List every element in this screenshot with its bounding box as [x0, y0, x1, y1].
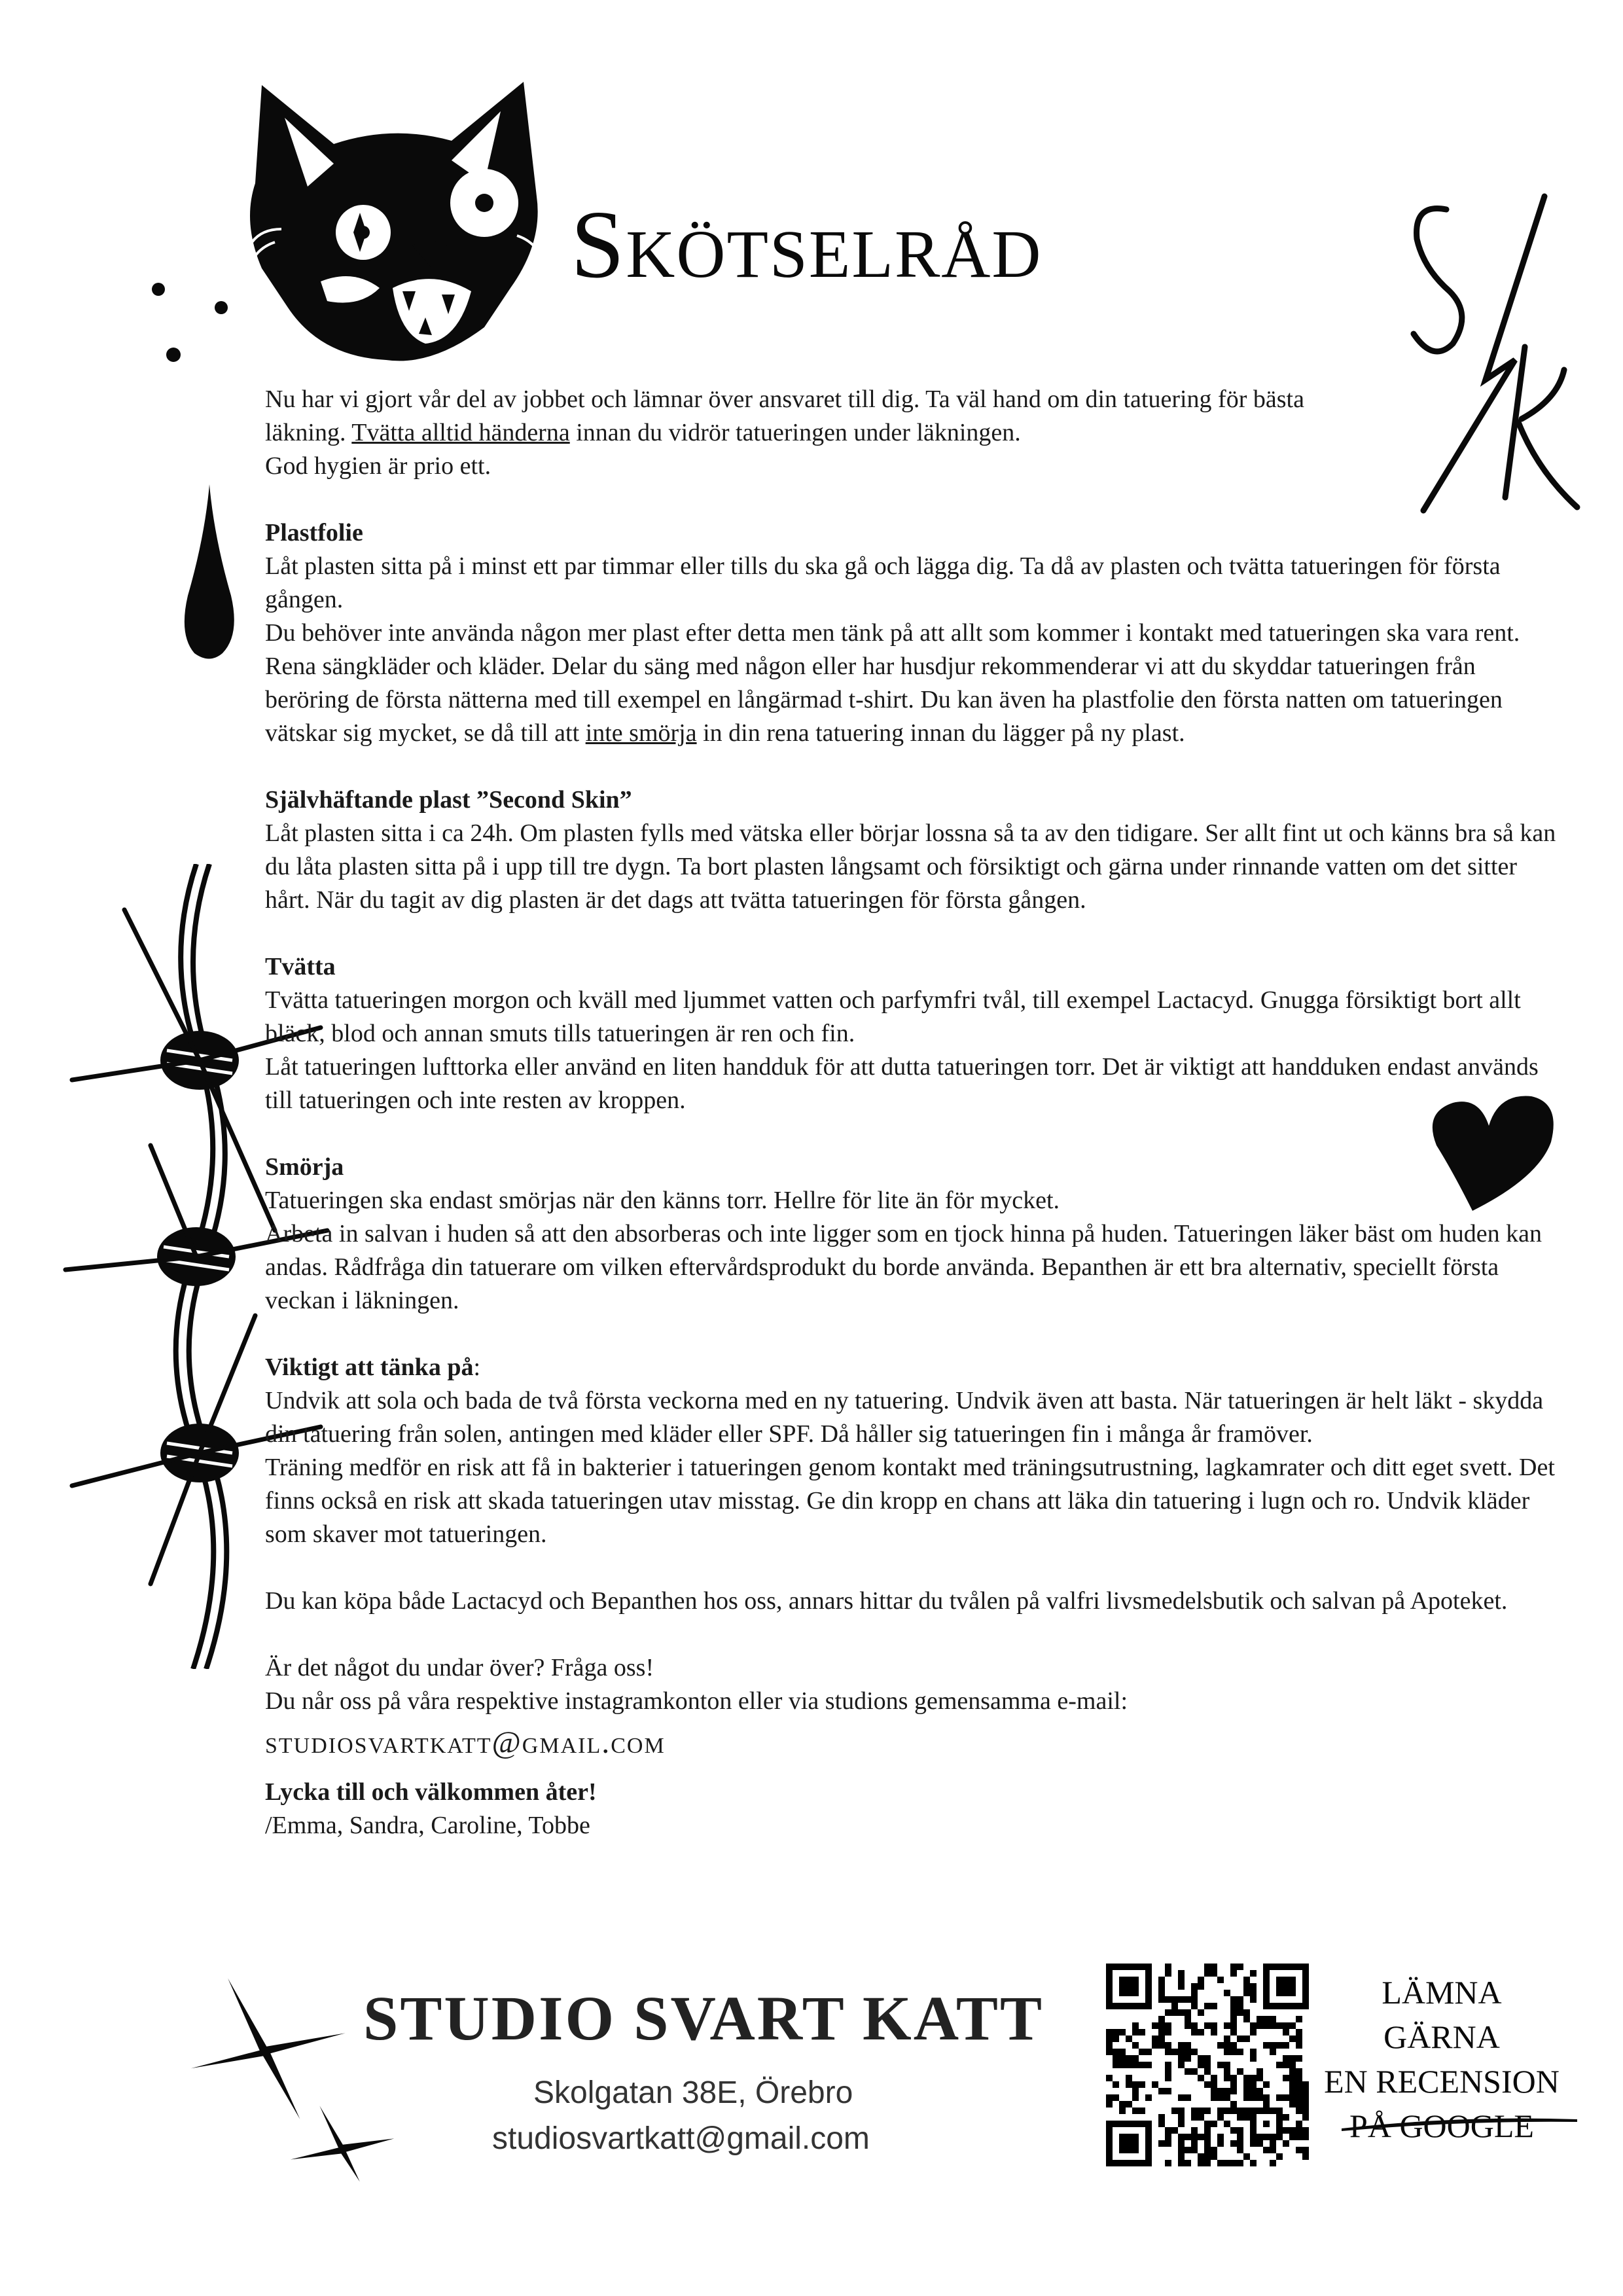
tvatta-paragraph-1: Tvätta tatueringen morgon och kväll med ljummet vatten och parfymfri tvål, till exempel Lactacyd. Gnugga försiktigt bort allt bläck, blod och annan smuts tills tatueringen är ren och fin. — [265, 986, 1521, 1047]
intro-line-3: God hygien är prio ett. — [265, 452, 491, 480]
section-heading-smorja: Smörja — [265, 1153, 344, 1181]
cat-head-icon — [236, 72, 550, 373]
qr-code[interactable] — [1106, 1964, 1309, 2166]
review-line-2: EN RECENSION — [1324, 2063, 1560, 2100]
questions-line-1: Är det något du undar över? Fråga oss! — [265, 1654, 654, 1681]
plastfolie-paragraph-2: Du behöver inte använda någon mer plast efter detta men tänk på att allt som kommer i kontakt med tatueringen ska vara rent. Rena sängkläder och kläder. Delar du säng med någon eller har husdjur rekommenderar vi att du skyddar tatueringen från beröring de första nätterna med till exempel en långärmad t-shirt. Du kan även ha plastfolie den första natten om tatueringen vätskar sig mycket, se då till att inte smörja in din rena tatuering innan du lägger på ny plast. — [265, 619, 1520, 747]
no-lotion-emphasis: inte smörja — [585, 719, 697, 747]
viktigt-paragraph-2: Träning medför en risk att få in bakterier i tatueringen genom kontakt med träningsutrustning, lagkamrater och ditt eget svett. Det finns också en risk att skada tatueringen utav misstag. Ge din kropp en chans att läka din tatuering i lugn och ro. Undvik kläder som skaver mot tatueringen. — [265, 1454, 1555, 1548]
plastfolie-paragraph-1: Låt plasten sitta på i minst ett par timmar eller tills du ska gå och lägga dig. Ta då av plasten och tvätta tatueringen för första gången. — [265, 552, 1501, 613]
brush-underline-icon — [1342, 2114, 1577, 2134]
smorja-paragraph-1: Tatueringen ska endast smörjas när den känns torr. Hellre för lite än för mycket. — [265, 1187, 1060, 1214]
section-heading-tvatta: Tvätta — [265, 953, 336, 980]
studio-email[interactable]: studiosvartkatt@gmail.com — [492, 2121, 870, 2156]
signoff-names: /Emma, Sandra, Caroline, Tobbe — [265, 1812, 590, 1839]
second-skin-paragraph: Låt plasten sitta i ca 24h. Om plasten fylls med vätska eller börjar lossna så ta av den tidigare. Ser allt fint ut och känns bra så kan du låta plasten sitta på i upp till tre dygn. Ta bort plasten långsamt och försiktigt och gärna under rinnande vatten om det sitter hårt. När du tagit av dig plasten är det dags att tvätta tatueringen för första gången. — [265, 819, 1556, 914]
sk-monogram-text: S/K — [1387, 183, 1389, 184]
purchase-info: Du kan köpa både Lactacyd och Bepanthen hos oss, annars hittar du tvålen på valfri livsmedelsbutik och salvan på Apoteket. — [265, 1587, 1508, 1615]
wash-hands-emphasis: Tvätta alltid händerna — [351, 419, 570, 446]
intro-line-2: läkning. Tvätta alltid händerna innan du vidrör tatueringen under läkningen. — [265, 419, 1021, 446]
section-heading-second-skin: Självhäftande plast ”Second Skin” — [265, 786, 632, 814]
tvatta-paragraph-2: Låt tatueringen lufttorka eller använd en liten handduk för att dutta tatueringen torr. Det är viktigt att handduken endast används till tatueringen och inte resten av kroppen. — [265, 1053, 1539, 1114]
intro-line-1: Nu har vi gjort vår del av jobbet och lämnar över ansvaret till dig. Ta väl hand om din tatuering för bästa — [265, 386, 1304, 413]
studio-name: STUDIO SVART KATT — [363, 1983, 1044, 2053]
section-heading-plastfolie: Plastfolie — [265, 519, 363, 547]
review-line-3: PÅ GOOGLE — [1349, 2108, 1534, 2144]
page-title: Skötselråd — [571, 191, 1043, 298]
review-line-1: LÄMNA GÄRNA — [1382, 1974, 1502, 2055]
questions-line-2: Du når oss på våra respektive instagramkonton eller via studions gemensamma e-mail: — [265, 1687, 1128, 1715]
section-heading-viktigt: Viktigt att tänka på: — [265, 1354, 481, 1381]
drop-icon — [180, 484, 239, 661]
viktigt-paragraph-1: Undvik att sola och bada de två första veckorna med en ny tatuering. Undvik även att basta. När tatueringen är helt läkt - skydda din tatuering från solen, antingen med kläder eller SPF. Då håller sig tatueringen fin i många år framöver. — [265, 1387, 1544, 1448]
smorja-paragraph-2: Arbeta in salvan i huden så att den absorberas och inte ligger som en tjock hinna på huden. Tatueringen läker bäst om huden kan andas. Rådfråga din tatuerare om vilken eftervårdsprodukt du borde använda. Bepanthen är ett bra alternativ, speciellt första veckan i läkningen. — [265, 1220, 1542, 1314]
signoff-greeting: Lycka till och välkommen åter! — [265, 1778, 597, 1806]
dots-icon — [144, 275, 236, 367]
contact-email[interactable]: studiosvartkatt@gmail.com — [265, 1725, 666, 1760]
studio-address: Skolgatan 38E, Örebro — [533, 2075, 853, 2110]
